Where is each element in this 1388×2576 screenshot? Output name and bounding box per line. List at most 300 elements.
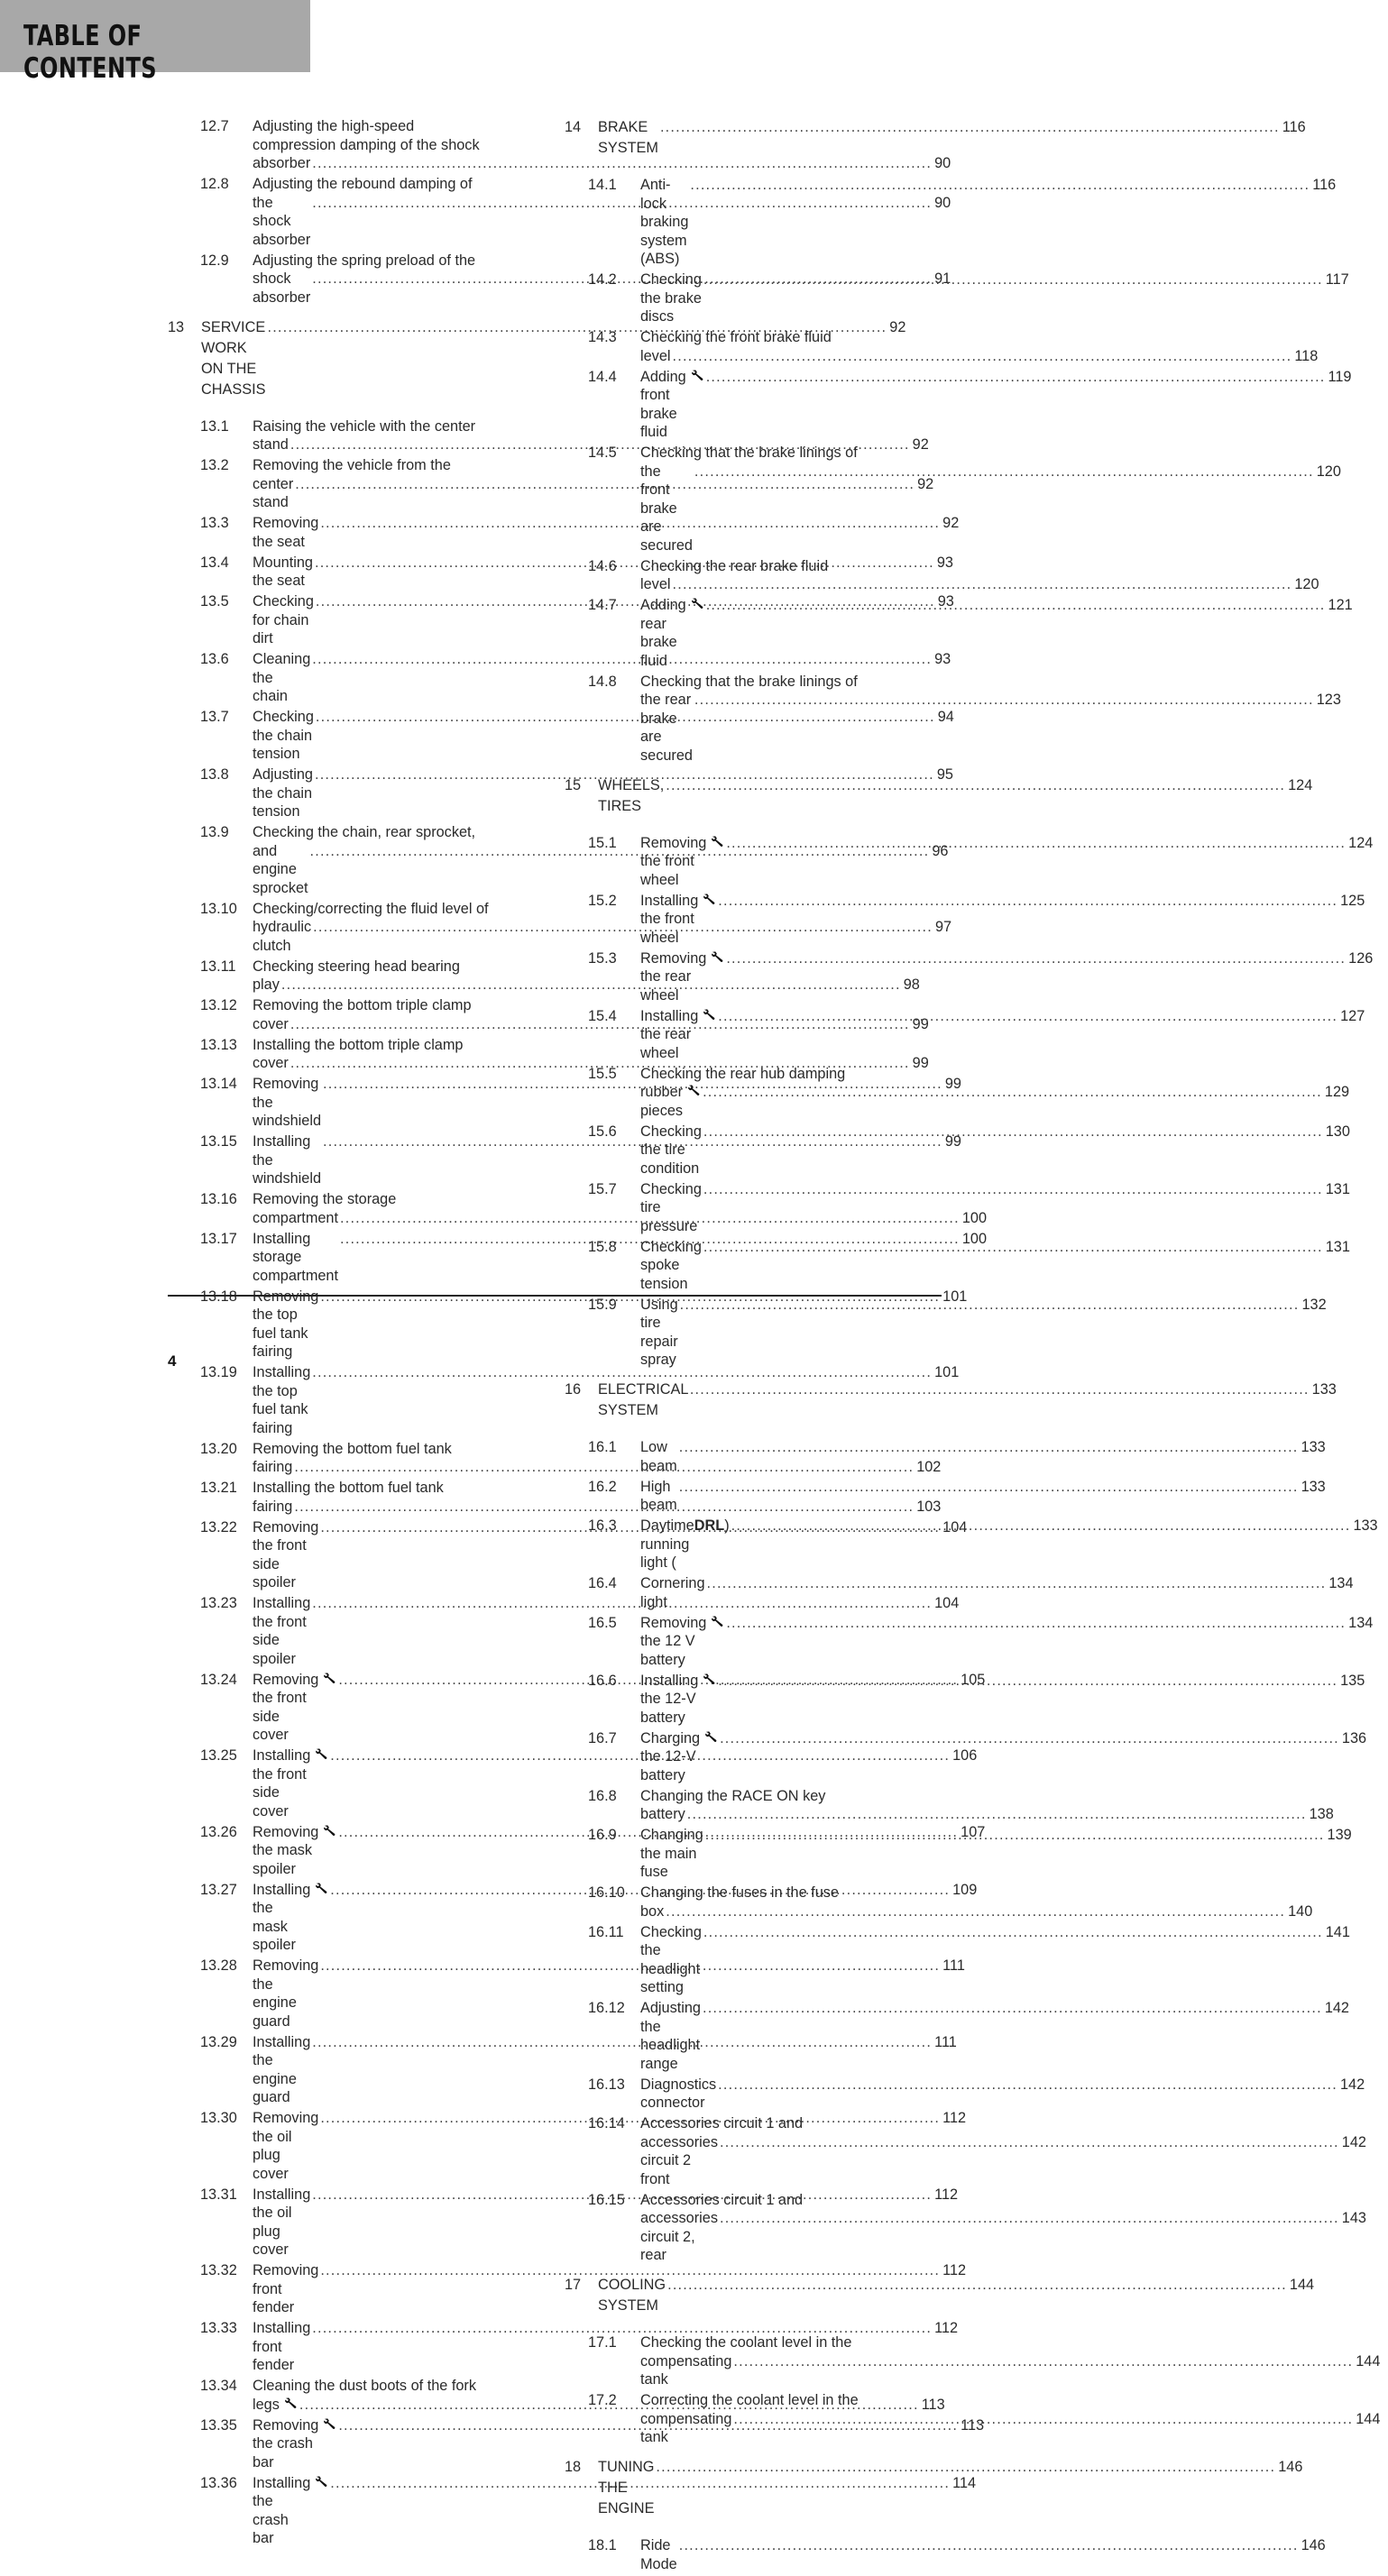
- entry-title: Removing the mask spoiler: [253, 1823, 319, 1877]
- dot-leader: [660, 117, 1280, 138]
- entry-title: the rear brake are secured: [640, 692, 693, 764]
- dot-leader: [694, 691, 1314, 710]
- entry-body: [640, 1672, 1373, 1728]
- entry-number: 13.36: [200, 2474, 237, 2491]
- wrench-icon: [691, 368, 704, 380]
- entry-number: 13.33: [200, 2320, 237, 2336]
- section-gap: [565, 168, 934, 176]
- entry-line: [640, 2209, 1374, 2265]
- entry-body: [640, 1826, 1360, 1882]
- entry-title: Checking the brake discs: [640, 271, 702, 325]
- entry-page: 93: [937, 593, 954, 610]
- entry-title: Checking/correcting the fluid level of: [253, 900, 489, 917]
- toc-entry[interactable]: [565, 949, 1374, 1005]
- entry-title: Installing the crash bar: [253, 2474, 311, 2546]
- entry-line: [640, 1180, 1358, 1236]
- entry-page: 135: [1340, 1672, 1365, 1689]
- entry-body: [640, 1787, 1342, 1824]
- dot-leader: [656, 2457, 1275, 2478]
- entry-number: 13.13: [200, 1036, 237, 1053]
- entry-line: [640, 1805, 1342, 1824]
- entry-number: 16.6: [588, 1672, 617, 1689]
- entry-title: Adding front brake fluid: [640, 368, 686, 440]
- entry-line: [640, 2133, 1374, 2189]
- footer-divider: [168, 1295, 942, 1297]
- entry-title: box: [640, 1902, 665, 1920]
- entry-page: 127: [1340, 1007, 1365, 1024]
- entry-page: 94: [937, 709, 954, 725]
- chapter-number: 17: [565, 2277, 582, 2293]
- entry-title: Changing the main fuse: [640, 1827, 703, 1880]
- entry-title: Charging the 12-V battery: [640, 1729, 701, 1783]
- dot-leader: [720, 2133, 1339, 2152]
- entry-title: Installing the front wheel: [640, 892, 699, 946]
- entry-line: [640, 1296, 1334, 1370]
- dot-leader: [679, 1478, 1299, 1497]
- entry-page: 112: [934, 2186, 959, 2203]
- entry-page: 99: [944, 1133, 961, 1150]
- entry-body: [640, 444, 1349, 555]
- entry-title: Removing the engine guard: [253, 1957, 319, 2030]
- entry-number: 12.8: [200, 176, 229, 192]
- toc-entry[interactable]: [565, 368, 1352, 442]
- dot-leader: [731, 1517, 1351, 1536]
- entry-title: Removing the rear wheel: [640, 949, 707, 1004]
- entry-line: [640, 1672, 1373, 1728]
- entry-title: compression damping of the shock: [253, 136, 480, 153]
- wrench-icon: [315, 1881, 328, 1893]
- entry-title: compensating tank: [640, 2410, 732, 2445]
- entry-title: Checking the chain, rear sprocket,: [253, 824, 476, 840]
- entry-number: 13.7: [200, 709, 229, 725]
- chapter-title-line: [598, 2275, 1322, 2316]
- entry-title: Checking the rear hub damping: [640, 1065, 846, 1082]
- entry-page: 144: [1356, 2352, 1381, 2370]
- entry-title: and engine sprocket: [253, 842, 308, 896]
- entry-number: 13.6: [200, 651, 229, 667]
- entry-number: 13.26: [200, 1823, 237, 1840]
- entry-number: 16.8: [588, 1787, 617, 1804]
- entry-number: 13.28: [200, 1957, 237, 1974]
- entry-number: 13.20: [200, 1440, 237, 1457]
- chapter-title: COOLING SYSTEM: [598, 2277, 666, 2314]
- entry-page: 121: [1328, 597, 1353, 613]
- entry-number: 17.1: [588, 2334, 617, 2351]
- entry-number: 13.8: [200, 766, 229, 783]
- entry-page: 117: [1325, 271, 1349, 288]
- entry-title: Removing the bottom fuel tank: [253, 1440, 452, 1457]
- dot-leader: [679, 1438, 1299, 1457]
- section-gap: [565, 826, 934, 834]
- dot-leader: [706, 368, 1326, 387]
- entry-title: absorber: [253, 155, 311, 171]
- entry-title: Checking the rear brake fluid: [640, 557, 829, 574]
- entry-line: [640, 1884, 1320, 1902]
- entry-title: Removing the storage: [253, 1191, 397, 1207]
- entry-number: 15.5: [588, 1065, 617, 1082]
- chapter-title-line: [598, 117, 1315, 159]
- entry-body: [640, 1614, 1381, 1670]
- toc-entry[interactable]: [168, 1036, 929, 1073]
- wrench-icon: [704, 1729, 718, 1742]
- entry-line: [640, 557, 1327, 576]
- dot-leader: [718, 1007, 1337, 1026]
- chapter-title: ELECTRICAL SYSTEM: [598, 1381, 688, 1418]
- wrench-icon: [315, 1746, 328, 1759]
- entry-line: [640, 328, 1327, 347]
- entry-number: 18.1: [588, 2537, 617, 2553]
- chapter-title-line: [598, 2457, 1310, 2519]
- entry-number: 16.2: [588, 1478, 617, 1495]
- entry-body: [640, 892, 1373, 948]
- entry-title: stand: [253, 436, 289, 453]
- entry-number: 16.12: [588, 2000, 625, 2016]
- entry-title: cover: [253, 1055, 289, 1071]
- entry-body: [640, 1065, 1357, 1121]
- entry-number: 13.5: [200, 593, 229, 610]
- entry-number: 15.8: [588, 1238, 617, 1255]
- toc-chapter[interactable]: [565, 775, 1313, 817]
- entry-page: 136: [1341, 1729, 1367, 1746]
- wrench-icon: [284, 2396, 298, 2408]
- dot-leader: [726, 949, 1346, 968]
- entry-page: 133: [1301, 1478, 1326, 1495]
- section-gap: [565, 1430, 934, 1438]
- entry-page: 100: [961, 1230, 987, 1247]
- entry-title: Changing the fuses in the fuse: [640, 1884, 839, 1901]
- toc-entry[interactable]: [565, 328, 1319, 365]
- entry-page: 120: [1316, 463, 1341, 480]
- section-gap: [168, 309, 538, 317]
- entry-number: 13.2: [200, 457, 229, 473]
- entry-number: 13.17: [200, 1230, 237, 1247]
- dot-leader: [679, 2536, 1299, 2555]
- entry-title: Removing the windshield: [253, 1076, 322, 1129]
- entry-line: [640, 463, 1349, 555]
- toc-chapter[interactable]: [565, 2275, 1315, 2316]
- entry-line: [640, 2536, 1334, 2573]
- entry-line: [640, 1787, 1342, 1806]
- entry-body: [640, 1007, 1373, 1063]
- entry-line: [640, 368, 1361, 442]
- chapter-page: 116: [1282, 119, 1306, 135]
- entry-page: 125: [1340, 892, 1365, 909]
- entry-page: 99: [944, 1076, 961, 1092]
- entry-title: Installing the 12-V battery: [640, 1672, 699, 1726]
- entry-title: Correcting the coolant level in the: [640, 2392, 859, 2408]
- dot-leader: [703, 1083, 1322, 1102]
- entry-title: rubber pieces: [640, 1084, 684, 1119]
- section-gap: [565, 2449, 934, 2457]
- entry-title: Accessories circuit 1 and: [640, 2115, 804, 2131]
- chapter-number: 16: [565, 1381, 582, 1398]
- entry-title: level: [640, 347, 671, 364]
- entry-body: [640, 1574, 1361, 1611]
- entry-line: [640, 1123, 1358, 1178]
- entry-title: Installing the rear wheel: [640, 1007, 699, 1061]
- entry-title: accessories circuit 2, rear: [640, 2210, 718, 2263]
- chapter-page: 124: [1288, 776, 1313, 793]
- entry-line: [640, 1999, 1357, 2073]
- chapter-page: 144: [1289, 2277, 1315, 2293]
- entry-number: 13.16: [200, 1191, 237, 1207]
- entry-title: Ride Mode: [640, 2537, 677, 2572]
- dot-leader: [667, 2275, 1287, 2296]
- entry-title: Adjusting the headlight range: [640, 2000, 701, 2072]
- entry-line: [640, 1478, 1334, 1515]
- chapter-title: SERVICE WORK ON THE CHASSIS: [201, 318, 266, 398]
- dot-leader: [706, 596, 1326, 615]
- entry-title: Adjusting the high-speed: [253, 118, 415, 134]
- toc-entry[interactable]: [565, 1478, 1326, 1515]
- entry-line: [640, 444, 1349, 463]
- toc-entry[interactable]: [565, 1438, 1326, 1475]
- page-number: 4: [168, 1352, 177, 1370]
- entry-page: 140: [1288, 1902, 1313, 1920]
- entry-page: 98: [903, 976, 920, 993]
- entry-page: 111: [934, 2033, 957, 2050]
- entry-line: [640, 596, 1361, 670]
- entry-body: [640, 2333, 1388, 2389]
- entry-title: Installing the top fuel tank fairing: [253, 1364, 311, 1436]
- chapter-title: BRAKE SYSTEM: [598, 119, 658, 156]
- dot-leader: [666, 775, 1285, 796]
- wrench-icon: [711, 949, 724, 962]
- entry-number: 14.3: [588, 329, 617, 345]
- section-gap: [168, 409, 538, 417]
- toc-entry[interactable]: [565, 2333, 1381, 2389]
- entry-title: Installing the front side spoiler: [253, 1595, 311, 1667]
- entry-body: [640, 1999, 1357, 2073]
- chapter-title-line: [598, 775, 1320, 817]
- toc-entry[interactable]: [565, 2076, 1365, 2113]
- entry-title: Checking spoke tension: [640, 1238, 702, 1292]
- entry-title: legs: [253, 2396, 280, 2413]
- entry-number: 16.4: [588, 1575, 617, 1591]
- toc-entry[interactable]: [168, 514, 960, 551]
- entry-title: Adding rear brake fluid: [640, 597, 686, 669]
- entry-number: 13.9: [200, 824, 229, 840]
- wrench-icon: [691, 596, 704, 609]
- entry-page: 141: [1325, 1923, 1350, 1940]
- dot-leader: [733, 2352, 1353, 2371]
- chapter-number: 13: [168, 318, 185, 335]
- entry-number: 15.4: [588, 1007, 617, 1024]
- entry-title-suffix: ): [724, 1517, 730, 1534]
- entry-number: 16.10: [588, 1884, 625, 1901]
- toc-chapter[interactable]: [565, 117, 1306, 159]
- entry-number: 13.35: [200, 2416, 237, 2434]
- dot-leader: [703, 1238, 1323, 1257]
- entry-page: 99: [912, 1055, 929, 1071]
- entry-page: 132: [1301, 1296, 1327, 1313]
- dot-leader: [718, 892, 1337, 911]
- entry-title: the shock absorber: [253, 194, 311, 248]
- dot-leader: [707, 1574, 1327, 1593]
- dot-leader: [690, 1380, 1310, 1400]
- entry-title: Removing the front side cover: [253, 1671, 319, 1743]
- toc-entry[interactable]: [565, 1614, 1374, 1670]
- dot-leader: [703, 1999, 1322, 2018]
- entry-body: [640, 1296, 1334, 1370]
- entry-title: Changing the RACE ON key: [640, 1787, 826, 1804]
- entry-number: 14.1: [588, 177, 617, 193]
- entry-line: [640, 2076, 1373, 2113]
- wrench-icon: [711, 1614, 724, 1627]
- entry-page: 118: [1294, 347, 1319, 364]
- entry-title: Removing the oil plug cover: [253, 2110, 319, 2182]
- entry-page: 129: [1324, 1084, 1350, 1100]
- entry-body: [640, 1729, 1374, 1785]
- entry-number: 16.11: [588, 1923, 624, 1940]
- section-gap: [565, 2267, 934, 2275]
- entry-page: 139: [1327, 1827, 1352, 1843]
- chapter-number: 14: [565, 119, 582, 135]
- entry-number: 16.7: [588, 1729, 617, 1746]
- entry-page: 142: [1341, 2133, 1366, 2150]
- entry-number: 15.2: [588, 892, 617, 909]
- toc-entry[interactable]: [565, 1007, 1365, 1063]
- entry-number: 13.3: [200, 515, 229, 531]
- entry-number: 16.13: [588, 2076, 625, 2093]
- entry-page: 123: [1316, 692, 1341, 708]
- dot-leader: [720, 2209, 1339, 2228]
- entry-body: [640, 328, 1327, 365]
- entry-number: 13.1: [200, 417, 229, 435]
- entry-title: Cornering light: [640, 1575, 705, 1610]
- entry-title: Removing the 12 V battery: [640, 1614, 707, 1668]
- entry-number: [200, 1288, 253, 1361]
- chapter-page: 133: [1311, 1381, 1337, 1398]
- entry-number: 14.7: [588, 597, 617, 613]
- entry-number: 15.7: [588, 1180, 617, 1197]
- entry-page: 105: [961, 1671, 986, 1688]
- entry-page: 90: [934, 194, 951, 211]
- entry-number: 13.22: [200, 1518, 237, 1536]
- section-gap: [565, 1371, 934, 1380]
- entry-number: 13.10: [200, 900, 237, 917]
- entry-line: [640, 1574, 1361, 1611]
- wrench-icon: [323, 1671, 336, 1683]
- dot-leader: [690, 176, 1310, 195]
- dot-leader: [720, 1729, 1339, 1748]
- chapter-title: TUNING THE ENGINE: [598, 2459, 655, 2516]
- entry-number: 13.24: [200, 1671, 237, 1688]
- entry-page: 116: [1312, 177, 1337, 193]
- entry-title: High beam: [640, 1478, 677, 1513]
- entry-page: 131: [1325, 1238, 1350, 1255]
- entry-number: 13.15: [200, 1133, 237, 1150]
- entry-page: 109: [952, 1881, 978, 1898]
- entry-page: 107: [961, 1823, 986, 1840]
- entry-body: [640, 834, 1381, 890]
- entry-number: 13.12: [200, 997, 237, 1013]
- entry-number: 13.29: [200, 2033, 237, 2050]
- dot-leader: [666, 1902, 1285, 1921]
- section-gap: [565, 767, 934, 775]
- entry-body: [640, 1478, 1334, 1515]
- entry-number: 13.23: [200, 1595, 237, 1611]
- entry-page: 104: [942, 1518, 968, 1536]
- entry-page: 134: [1348, 1614, 1374, 1631]
- entry-title: Removing the front side spoiler: [253, 1518, 319, 1591]
- entry-number: 13.25: [200, 1747, 237, 1764]
- entry-page: 130: [1325, 1123, 1350, 1140]
- entry-title: Diagnostics connector: [640, 2076, 717, 2111]
- entry-line: [640, 949, 1381, 1005]
- toc-entry[interactable]: [565, 2536, 1326, 2573]
- entry-title: Checking that the brake linings of: [640, 445, 858, 461]
- entry-page: 104: [934, 1595, 960, 1611]
- entry-page: 133: [1301, 1439, 1326, 1455]
- toc-entry[interactable]: [565, 1787, 1334, 1824]
- entry-page: 101: [934, 1364, 960, 1380]
- entry-title-bold: DRL: [694, 1517, 725, 1534]
- entry-title: compartment: [253, 1209, 339, 1226]
- entry-body: [640, 176, 1345, 269]
- entry-line: [640, 2333, 1388, 2352]
- entry-number: 13.34: [200, 2378, 237, 2394]
- entry-body: [640, 2114, 1374, 2188]
- dot-leader: [694, 463, 1314, 481]
- entry-number: 13.30: [200, 2110, 237, 2126]
- entry-title: level: [640, 576, 671, 592]
- entry-number: 12.7: [200, 118, 229, 134]
- entry-number: 13.32: [200, 2262, 237, 2278]
- entry-title: Removing the vehicle from the: [253, 457, 451, 473]
- toc-chapter[interactable]: [565, 1380, 1337, 1421]
- entry-title: Installing storage compartment: [253, 1230, 339, 1284]
- dot-leader: [718, 1672, 1337, 1691]
- chapter-page: 92: [889, 318, 906, 335]
- section-gap: [565, 2528, 934, 2536]
- entry-body: [640, 557, 1327, 594]
- entry-title: Installing the windshield: [253, 1133, 322, 1187]
- entry-body: [640, 270, 1358, 326]
- entry-title: Low beam: [640, 1439, 677, 1474]
- entry-page: 142: [1340, 2076, 1365, 2093]
- entry-number: 16.14: [588, 2115, 625, 2131]
- wrench-icon: [711, 834, 724, 847]
- entry-title: Installing the bottom triple clamp: [253, 1036, 464, 1053]
- dot-leader: [680, 1296, 1300, 1315]
- entry-number: 13.19: [200, 1364, 237, 1380]
- entry-page: 138: [1309, 1806, 1334, 1822]
- entry-number: 13.4: [200, 554, 229, 571]
- entry-title: Raising the vehicle with the center: [253, 417, 476, 435]
- dot-leader: [703, 270, 1323, 289]
- dot-leader: [726, 1614, 1346, 1633]
- entry-page: 113: [961, 2416, 985, 2434]
- entry-number: 14.2: [588, 271, 617, 288]
- entry-body: [640, 368, 1361, 442]
- entry-title: Checking the tire condition: [640, 1123, 702, 1177]
- entry-page: 126: [1348, 949, 1374, 967]
- entry-page: 92: [917, 475, 934, 492]
- entry-body: [640, 1517, 1385, 1572]
- entry-page: 111: [942, 1957, 965, 1974]
- entry-body: [640, 1884, 1320, 1921]
- entry-title: battery: [640, 1806, 685, 1822]
- dot-leader: [703, 1923, 1323, 1942]
- entry-title: compensating tank: [640, 2352, 732, 2388]
- entry-number: 13.21: [200, 1480, 237, 1496]
- wrench-icon: [687, 1083, 701, 1095]
- entry-line: [640, 1826, 1360, 1882]
- dot-leader: [733, 2410, 1353, 2429]
- entry-page: 106: [952, 1747, 978, 1764]
- chapter-title-line: [598, 1380, 1345, 1421]
